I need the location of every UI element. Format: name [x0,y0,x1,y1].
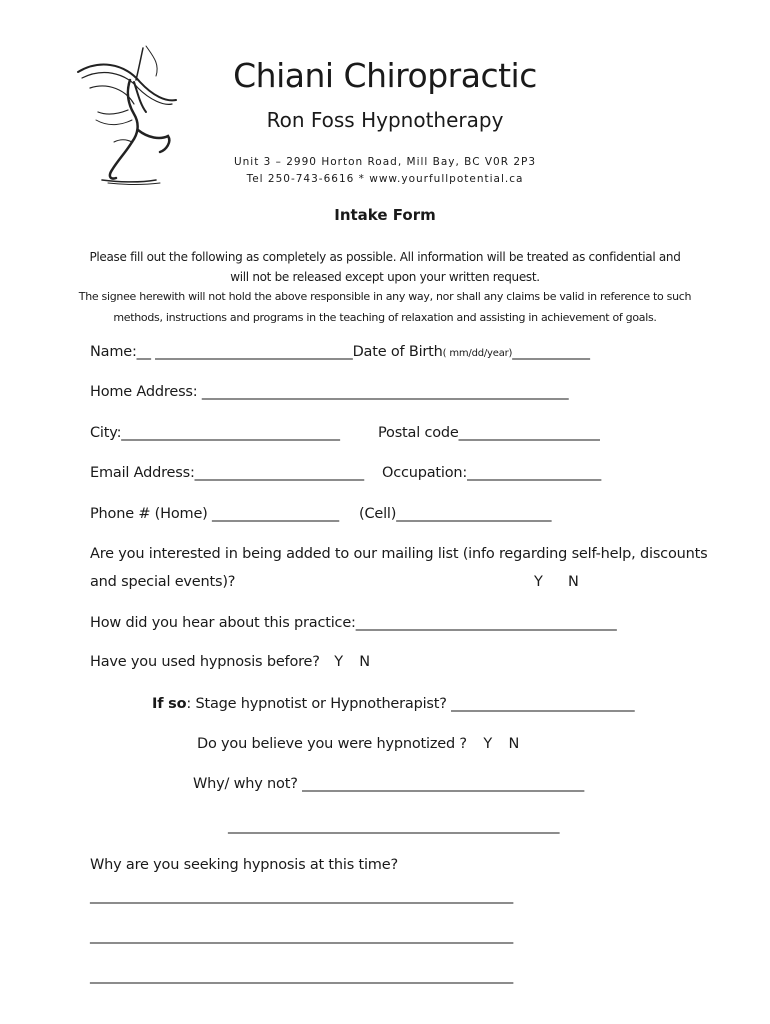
believe-hypnotized-question [197,736,519,752]
dob-blank[interactable]: ___________ [512,344,590,360]
occupation-field[interactable]: Occupation:___________________ [382,465,602,481]
used-yes-option[interactable]: Y [334,654,343,670]
used-hypnosis-label: Have you used hypnosis before? [90,654,320,670]
believe-no-option[interactable]: N [508,736,520,752]
intro-text-1: Please fill out the following as completely as possible. All information will be treated as confidential and [89,250,681,264]
form-title: Intake Form [334,206,436,224]
name-field[interactable] [90,344,590,360]
clinic-name: Chiani Chiropractic [233,56,537,95]
mailing-question-2: and special events)? [90,574,236,590]
seeking-question: Why are you seeking hypnosis at this time? [90,857,398,873]
postal-code-field[interactable]: Postal code____________________ [378,425,600,441]
seeking-answer-line-2[interactable]: ____________________________________________________________ [90,928,514,944]
if-so-label: If so [152,696,187,712]
name-label: Name:__ ____________________________ [90,344,353,360]
mailing-no-option[interactable]: N [568,574,579,590]
dob-format: ( mm/dd/year) [442,348,513,359]
believe-label: Do you believe you were hypnotized ? [197,736,467,752]
intro-text-4: methods, instructions and programs in the teaching of relaxation and assisting in achievement of goals. [113,311,657,324]
used-no-option[interactable]: N [359,654,370,670]
practitioner-name: Ron Foss Hypnotherapy [266,108,504,132]
stage-label: : Stage hypnotist or Hypnotherapist? __________________________ [186,696,635,712]
clinic-contact: Tel 250-743-6616 * www.yourfullpotential.ca [246,173,524,185]
believe-yes-option[interactable]: Y [483,736,493,752]
seeking-answer-line-1[interactable]: ____________________________________________________________ [90,888,514,904]
mailing-yes-option[interactable]: Y [534,574,543,590]
intro-text-2: will not be released except upon your written request. [230,270,540,284]
dob-label: Date of Birth [352,344,443,360]
phone-cell-field[interactable]: (Cell)______________________ [359,506,552,522]
mailing-question-1: Are you interested in being added to our mailing list (info regarding self-help, discounts [90,546,708,562]
seeking-answer-line-3[interactable]: ____________________________________________________________ [90,968,514,984]
why-field-line-2[interactable]: _______________________________________________ [228,818,560,834]
hear-about-field[interactable]: How did you hear about this practice:_____________________________________ [90,615,617,631]
phone-home-field[interactable]: Phone # (Home) __________________ [90,506,339,522]
intro-text-3: The signee herewith will not hold the above responsible in any way, nor shall any claims be valid in reference to such [78,290,692,303]
stage-or-therapist-field[interactable] [152,696,634,712]
email-field[interactable]: Email Address:________________________ [90,465,364,481]
why-field[interactable]: Why/ why not? ________________________________________ [193,776,585,792]
city-field[interactable]: City:_______________________________ [90,425,340,441]
home-address-field[interactable]: Home Address: ____________________________________________________ [90,384,569,400]
used-hypnosis-question [90,654,370,670]
clinic-address: Unit 3 – 2990 Horton Road, Mill Bay, BC V0R 2P3 [233,156,537,168]
